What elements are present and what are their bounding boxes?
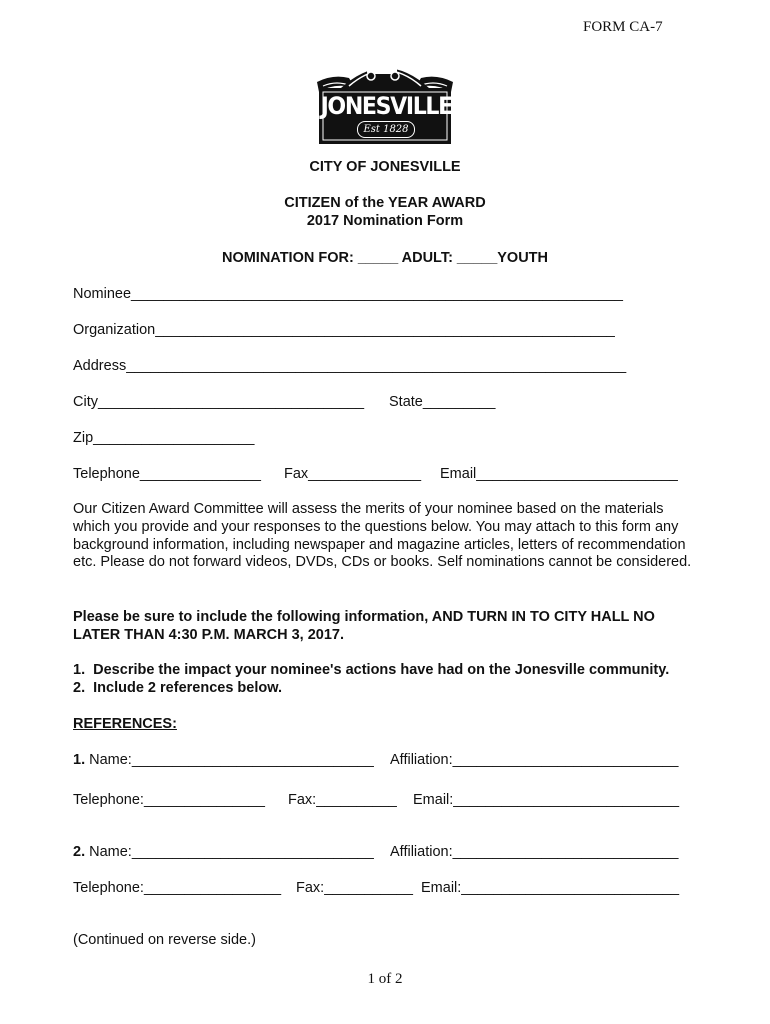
logo-name: JONESVILLE: [320, 92, 452, 120]
ref2-fax-field[interactable]: Fax:___________: [296, 880, 413, 896]
ref1-name-field[interactable]: [73, 752, 374, 768]
zip-field[interactable]: Zip____________________: [73, 430, 255, 446]
form-title: 2017 Nomination Form: [306, 213, 464, 229]
page-number: 1 of 2: [367, 971, 403, 987]
logo-est-badge: [357, 121, 415, 138]
city-logo: [315, 52, 455, 148]
ref1-telephone-field[interactable]: Telephone:_______________: [73, 792, 265, 808]
address-field[interactable]: Address______________________________________________________________: [73, 358, 627, 374]
ref1-name-label: Name:______________________________: [85, 752, 374, 768]
ref1-number: 1.: [73, 752, 86, 768]
ref2-number: 2.: [73, 844, 86, 860]
award-heading: CITIZEN of the YEAR AWARD: [284, 195, 486, 211]
ref2-telephone-field[interactable]: Telephone:_________________: [73, 880, 282, 896]
state-field[interactable]: State_________: [389, 394, 496, 410]
email-field[interactable]: Email_________________________: [440, 466, 678, 482]
continued-note: (Continued on reverse side.): [73, 932, 256, 948]
logo-est: Est 1828: [363, 124, 409, 135]
item-include-references: 2. Include 2 references below.: [73, 680, 282, 696]
ref2-name-field[interactable]: [73, 844, 374, 860]
instruction-text: Please be sure to include the following information, AND TURN IN TO CITY HALL NO LATER THAN 4:30 P.M. MARCH 3, 2017.: [73, 609, 655, 643]
ref1-fax-field[interactable]: Fax:__________: [288, 792, 397, 808]
telephone-field[interactable]: Telephone_______________: [73, 466, 261, 482]
fax-field[interactable]: Fax______________: [284, 466, 422, 482]
ref1-email-field[interactable]: Email:____________________________: [413, 792, 680, 808]
nominee-field[interactable]: Nominee_____________________________________________________________: [73, 286, 623, 302]
ref2-affiliation-field[interactable]: Affiliation:____________________________: [390, 844, 679, 860]
committee-paragraph: Our Citizen Award Committee will assess the merits of your nominee based on the materials which you provide and your responses to the questions below. You may attach to this form any background information, including newspaper and magazine articles, letters of recommendation etc. Please do not forward videos, DVDs, CDs or books. Self nominations cannot be considered.: [73, 501, 692, 571]
form-id: FORM CA-7: [583, 19, 663, 35]
nomination-for-line: NOMINATION FOR: _____ ADULT: _____YOUTH: [221, 250, 549, 266]
ref1-affiliation-field[interactable]: Affiliation:____________________________: [390, 752, 679, 768]
ref2-email-field[interactable]: Email:___________________________: [421, 880, 680, 896]
city-heading: CITY OF JONESVILLE: [309, 159, 461, 175]
item-describe-impact: 1. Describe the impact your nominee's actions have had on the Jonesville community.: [73, 662, 670, 678]
city-field[interactable]: City_________________________________: [73, 394, 365, 410]
ref2-name-label: Name:______________________________: [85, 844, 374, 860]
organization-field[interactable]: Organization_________________________________________________________: [73, 322, 615, 338]
references-heading: REFERENCES:: [73, 716, 177, 732]
